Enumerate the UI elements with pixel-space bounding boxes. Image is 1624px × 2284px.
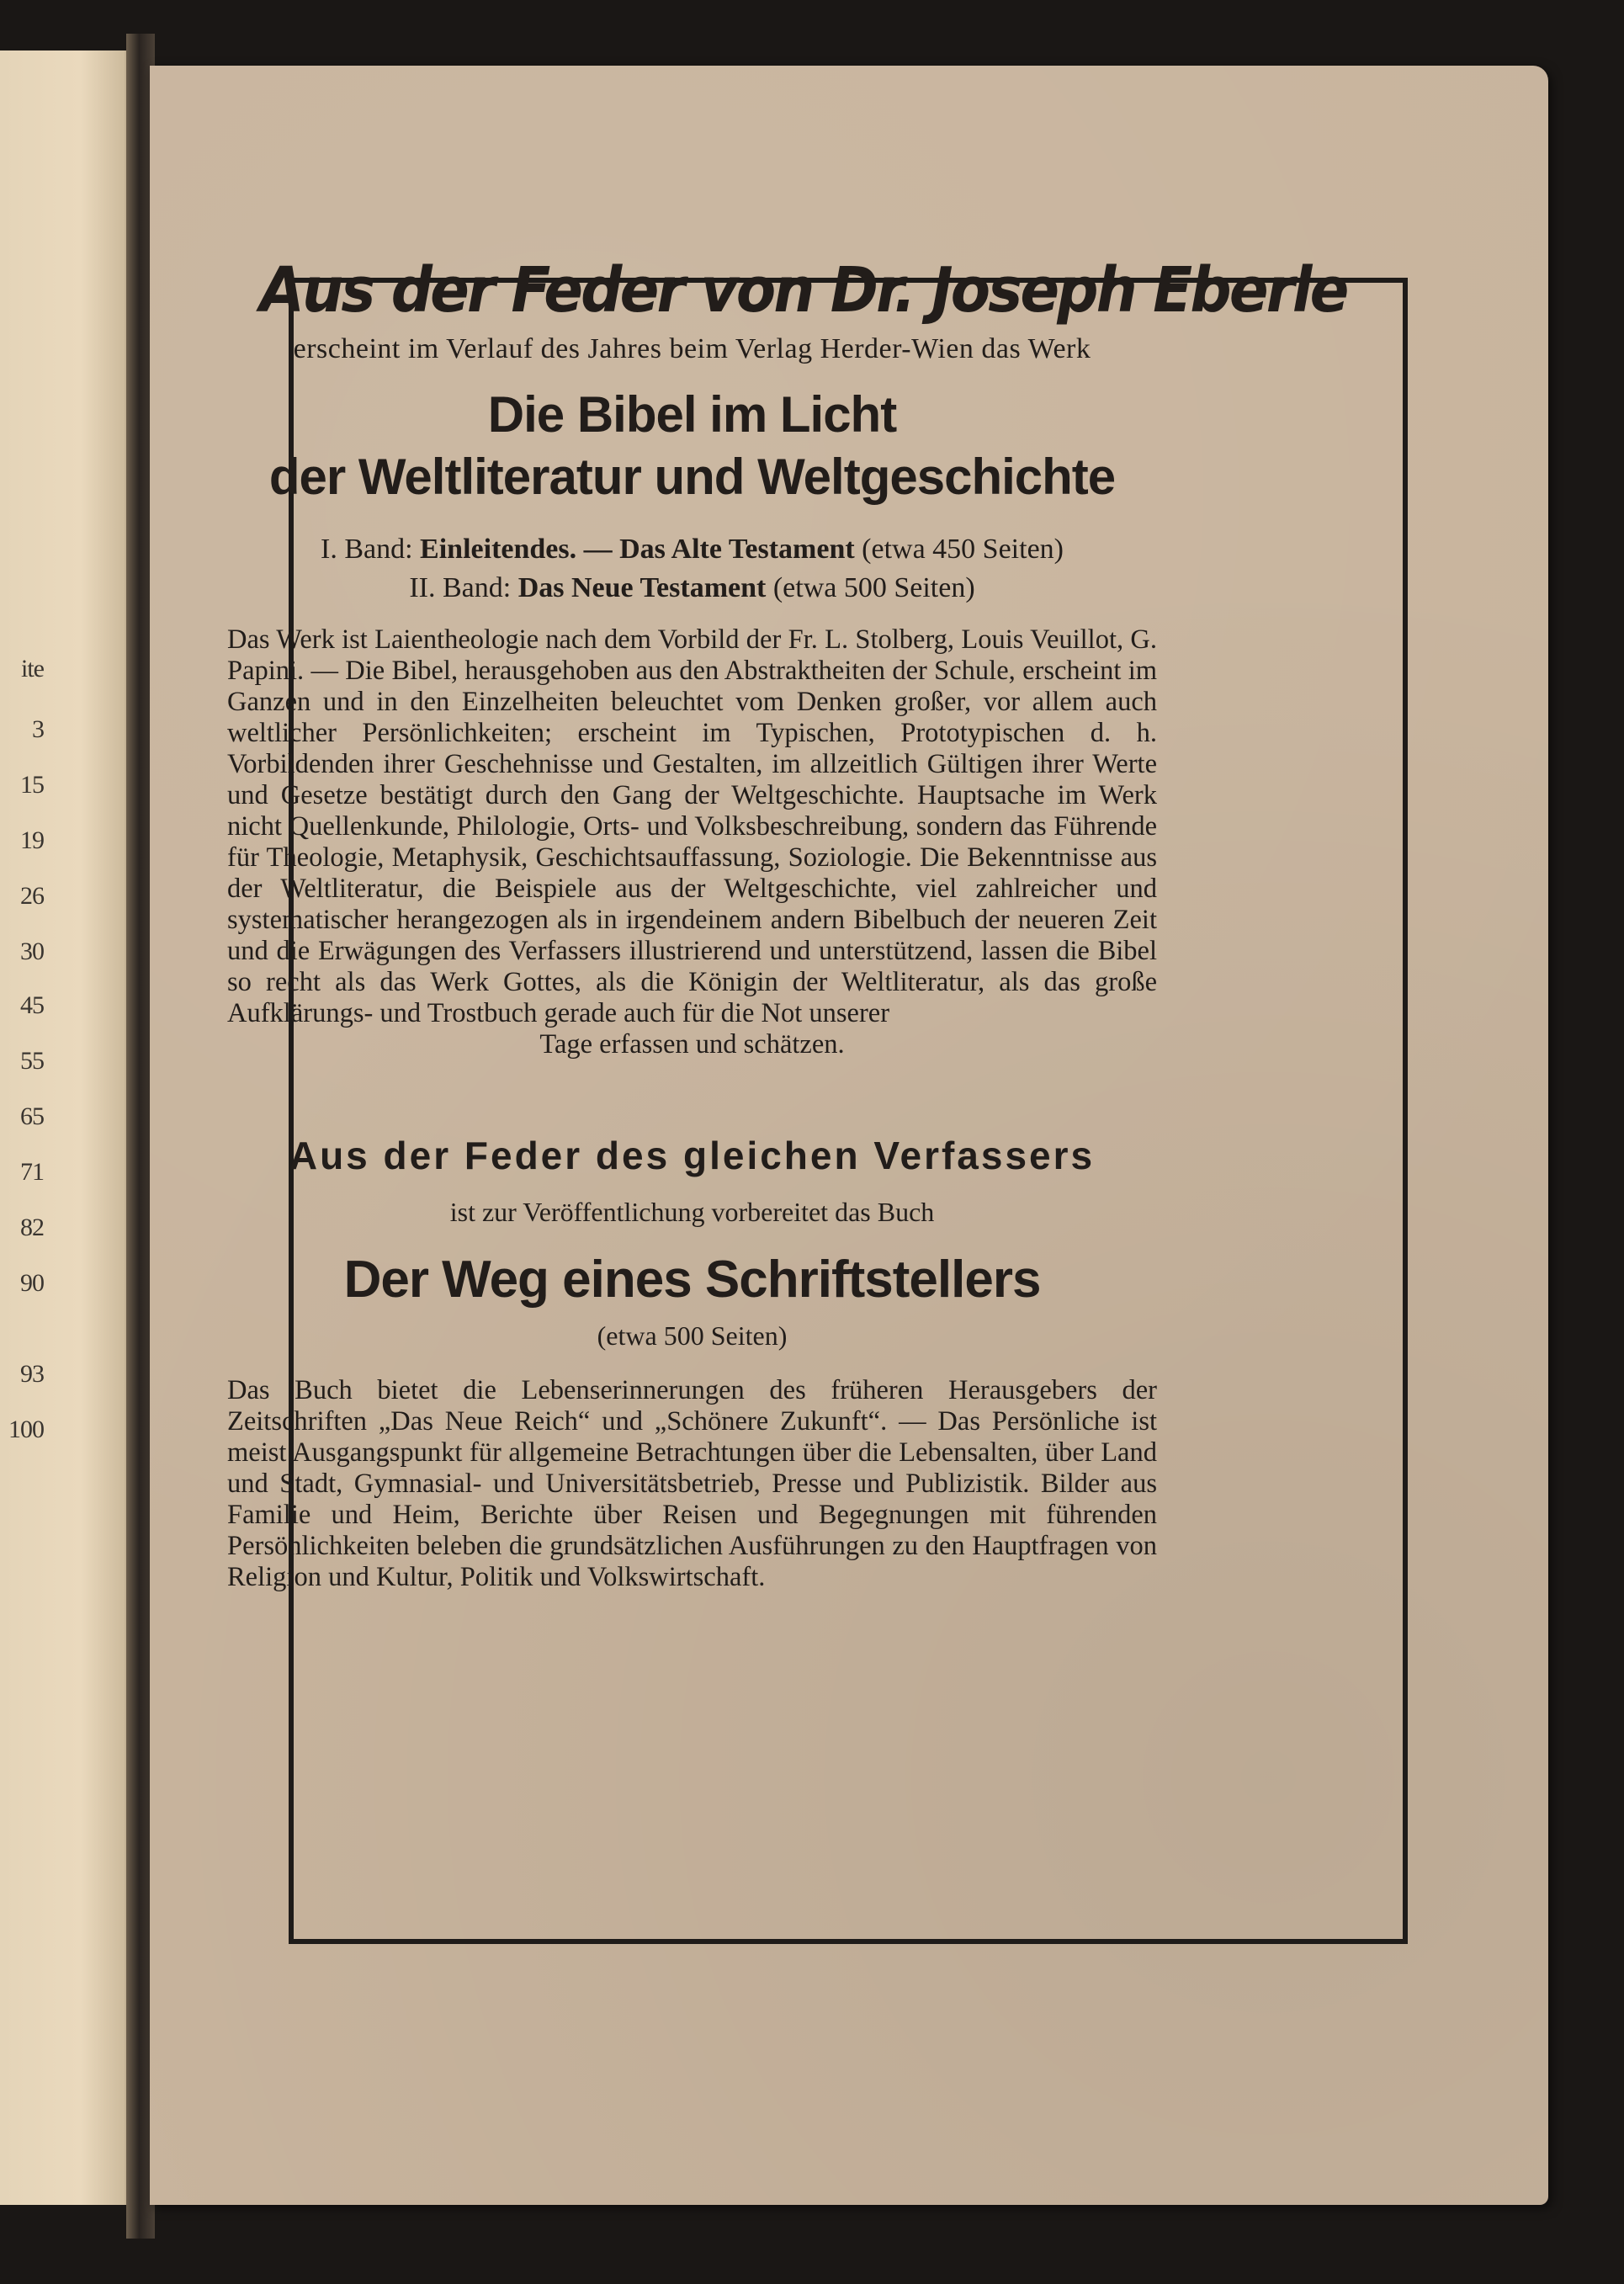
ad1-description-end: Tage erfassen und schätzen. <box>539 1029 845 1060</box>
ad2-subline: ist zur Veröffentlichung vorbereitet das Buch <box>449 1197 935 1227</box>
margin-label: 82 <box>20 1214 44 1241</box>
band2-title: Das Neue Testament <box>517 572 767 603</box>
margin-label: 3 <box>32 715 44 743</box>
band2-pages: (etwa 500 Seiten) <box>772 572 975 603</box>
ad1-title: Aus der Feder von Dr. Joseph Eberle <box>259 254 1347 327</box>
ad1-subline: erscheint im Verlauf des Jahres beim Verlag Herder-Wien das Werk <box>293 333 1091 364</box>
ad1-work-title-line2: der Weltliteratur und Weltgeschichte <box>268 449 1116 505</box>
margin-label: 100 <box>8 1416 44 1443</box>
ad2-pages: (etwa 500 Seiten) <box>597 1320 788 1351</box>
margin-label: 15 <box>20 771 44 799</box>
band1-title: Einleitendes. — Das Alte Testament <box>420 534 855 565</box>
margin-label: 93 <box>20 1360 44 1388</box>
margin-label: 65 <box>20 1102 44 1130</box>
advertisement-content <box>227 252 1347 1593</box>
margin-label: 71 <box>20 1158 44 1186</box>
margin-label: 45 <box>20 991 44 1019</box>
ad1-description: Das Werk ist Laientheologie nach dem Vorbild der Fr. L. Stolberg, Louis Veuillot, G. Papini. — Die Bibel, herausgehoben aus den Abstraktheiten der Schule, erscheint im Ganzen und in den Einzelheiten beleuchtet vom Denken großer, vor allem auch weltlicher Persönlichkeiten; erscheint im Typischen, Prototypischen d. h. Vorbildenden ihrer Geschehnisse und Gestalten, im allzeitlich Gültigen ihrer Werte und Gesetze bestätigt durch den Gang der Weltgeschichte. Hauptsache im Werk nicht Quellenkunde, Philologie, Orts- und Volksbeschreibung, sondern das Führende für Theologie, Metaphysik, Geschichtsauffassung, Soziologie. Die Bekenntnisse aus der Weltliteratur, die Beispiele aus der Weltgeschichte, viel zahlreicher und systematischer herangezogen als in irgendeinem andern Bibelbuch der neueren Zeit und die Erwägungen des Verfassers illustrierend und unterstützend, lassen die Bibel so recht als das Werk Gottes, als die Königin der Weltliteratur, als das große Aufklärungs- und Trostbuch gerade auch für die Not unserer <box>227 624 1157 1028</box>
ad2-title: Aus der Feder des gleichen Verfassers <box>289 1134 1096 1177</box>
margin-label: 55 <box>20 1047 44 1075</box>
band1-pages: (etwa 450 Seiten) <box>862 534 1064 565</box>
ad2-work-title: Der Weg eines Schriftstellers <box>343 1251 1041 1309</box>
left-facing-page <box>0 50 135 2205</box>
margin-label: 30 <box>20 938 44 965</box>
margin-label: 19 <box>20 826 44 854</box>
ad1-work-title-line1: Die Bibel im Licht <box>487 386 897 443</box>
ad1-band1 <box>227 530 1157 569</box>
band1-label: I. Band: <box>321 534 413 565</box>
ad2-description: Das Buch bietet die Lebenserinnerungen des früheren Herausgebers der Zeitschriften „Das Neue Reich“ und „Schönere Zukunft“. — Das Persönliche ist meist Ausgangspunkt für allgemeine Betrachtungen über die Lebensalten, über Land und Stadt, Gymnasial- und Universitätsbetrieb, Presse und Publizistik. Bilder aus Familie und Heim, Berichte über Reisen und Begegnungen mit führenden Persönlichkeiten beleben die grundsätzlichen Ausführungen zu den Hauptfragen von Religion und Kultur, Politik und Volkswirtschaft. <box>227 1375 1157 1592</box>
margin-label: 90 <box>20 1269 44 1297</box>
margin-label: ite <box>21 655 44 683</box>
band2-label: II. Band: <box>409 572 512 603</box>
ad1-band2 <box>227 569 1157 608</box>
margin-label: 26 <box>20 882 44 910</box>
